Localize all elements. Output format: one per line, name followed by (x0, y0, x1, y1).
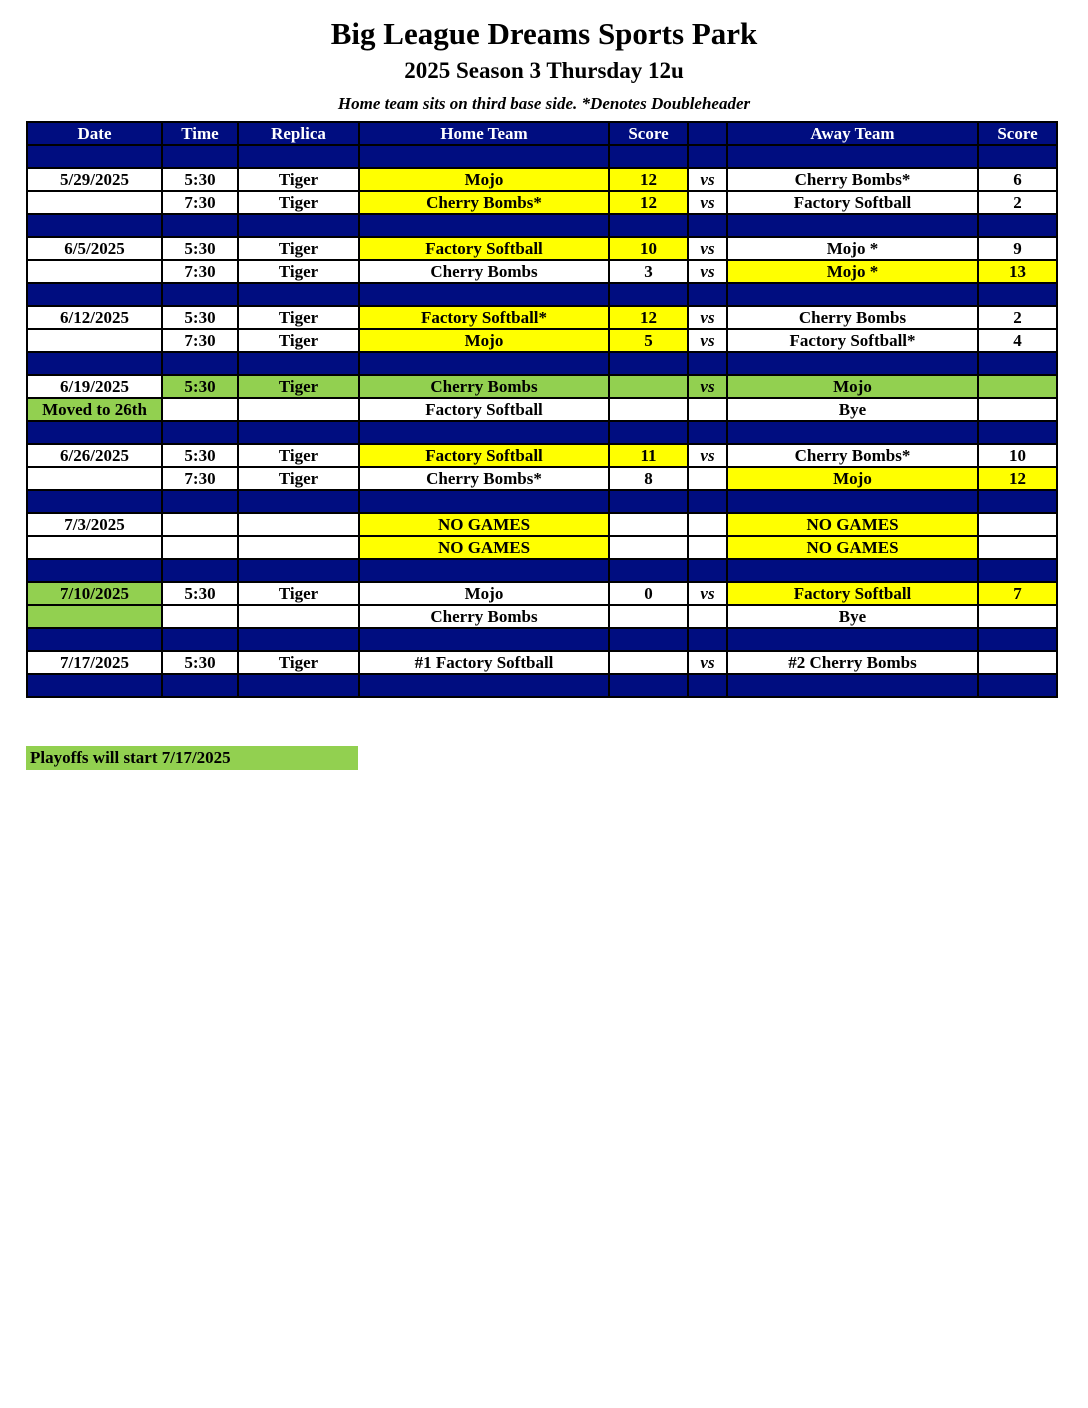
separator-cell (609, 283, 688, 306)
game-row (27, 260, 1057, 283)
home-team-cell: Factory Softball (359, 444, 609, 467)
replica-cell: Tiger (238, 582, 359, 605)
schedule-table (26, 121, 1058, 698)
separator-cell (359, 559, 609, 582)
vs-cell: vs (688, 582, 727, 605)
separator-cell (359, 490, 609, 513)
away-team-cell: Mojo * (727, 237, 978, 260)
vs-cell: vs (688, 191, 727, 214)
away-team-cell: Factory Softball (727, 582, 978, 605)
header-date: Date (27, 122, 162, 145)
home-team-cell: Cherry Bombs* (359, 467, 609, 490)
separator-row (27, 283, 1057, 306)
page-note: Home team sits on third base side. *Denotes Doubleheader (337, 94, 751, 113)
home-team-cell: Factory Softball (359, 398, 609, 421)
separator-cell (238, 283, 359, 306)
replica-cell (238, 536, 359, 559)
home-team-cell: NO GAMES (359, 513, 609, 536)
separator-cell (162, 559, 238, 582)
home-score-cell: 8 (609, 467, 688, 490)
away-score-cell: 4 (978, 329, 1057, 352)
date-cell (27, 329, 162, 352)
replica-cell: Tiger (238, 260, 359, 283)
separator-cell (27, 145, 162, 168)
separator-cell (727, 628, 978, 651)
separator-cell (162, 421, 238, 444)
separator-cell (609, 352, 688, 375)
separator-cell (978, 559, 1057, 582)
game-row (27, 306, 1057, 329)
page-title: Big League Dreams Sports Park (330, 16, 758, 51)
home-team-cell: Mojo (359, 582, 609, 605)
separator-cell (27, 214, 162, 237)
away-score-cell: 9 (978, 237, 1057, 260)
replica-cell: Tiger (238, 191, 359, 214)
home-team-cell: Cherry Bombs* (359, 191, 609, 214)
date-cell (27, 605, 162, 628)
separator-cell (162, 490, 238, 513)
date-cell (27, 467, 162, 490)
game-row (27, 467, 1057, 490)
separator-cell (238, 490, 359, 513)
away-score-cell (978, 513, 1057, 536)
time-cell: 5:30 (162, 582, 238, 605)
away-score-cell (978, 651, 1057, 674)
separator-cell (727, 145, 978, 168)
vs-cell (688, 513, 727, 536)
time-cell: 5:30 (162, 375, 238, 398)
separator-cell (727, 283, 978, 306)
away-team-cell: Cherry Bombs* (727, 444, 978, 467)
home-team-cell: Factory Softball* (359, 306, 609, 329)
separator-cell (609, 490, 688, 513)
time-cell: 5:30 (162, 306, 238, 329)
separator-cell (359, 674, 609, 697)
separator-row (27, 674, 1057, 697)
vs-cell: vs (688, 651, 727, 674)
home-score-cell (609, 513, 688, 536)
separator-cell (978, 490, 1057, 513)
away-score-cell: 2 (978, 191, 1057, 214)
header-away-score: Score (978, 122, 1057, 145)
vs-cell: vs (688, 306, 727, 329)
separator-cell (727, 214, 978, 237)
separator-cell (162, 214, 238, 237)
home-score-cell (609, 375, 688, 398)
separator-cell (609, 674, 688, 697)
separator-cell (238, 421, 359, 444)
separator-cell (727, 559, 978, 582)
separator-cell (727, 674, 978, 697)
separator-cell (359, 214, 609, 237)
separator-cell (688, 559, 727, 582)
header-home-score: Score (609, 122, 688, 145)
replica-cell (238, 605, 359, 628)
vs-cell (688, 467, 727, 490)
home-score-cell: 0 (609, 582, 688, 605)
replica-cell: Tiger (238, 237, 359, 260)
separator-cell (238, 674, 359, 697)
away-score-cell: 7 (978, 582, 1057, 605)
home-score-cell (609, 651, 688, 674)
vs-cell: vs (688, 329, 727, 352)
replica-cell: Tiger (238, 444, 359, 467)
separator-cell (162, 674, 238, 697)
date-cell: 7/17/2025 (27, 651, 162, 674)
away-team-cell: Mojo (727, 375, 978, 398)
time-cell: 5:30 (162, 237, 238, 260)
separator-cell (609, 628, 688, 651)
separator-cell (978, 421, 1057, 444)
time-cell: 7:30 (162, 260, 238, 283)
separator-row (27, 490, 1057, 513)
away-team-cell: Bye (727, 605, 978, 628)
separator-cell (688, 421, 727, 444)
replica-cell (238, 513, 359, 536)
separator-cell (238, 145, 359, 168)
separator-row (27, 214, 1057, 237)
date-cell: 6/19/2025 (27, 375, 162, 398)
home-score-cell: 5 (609, 329, 688, 352)
vs-cell: vs (688, 260, 727, 283)
separator-cell (359, 628, 609, 651)
date-cell: Moved to 26th (27, 398, 162, 421)
separator-cell (238, 559, 359, 582)
separator-cell (27, 674, 162, 697)
game-row (27, 513, 1057, 536)
separator-row (27, 559, 1057, 582)
replica-cell: Tiger (238, 306, 359, 329)
away-team-cell: Cherry Bombs (727, 306, 978, 329)
vs-cell: vs (688, 375, 727, 398)
away-score-cell: 2 (978, 306, 1057, 329)
separator-cell (727, 490, 978, 513)
home-score-cell: 12 (609, 191, 688, 214)
date-cell (27, 260, 162, 283)
separator-cell (238, 352, 359, 375)
game-row (27, 605, 1057, 628)
separator-cell (27, 490, 162, 513)
replica-cell: Tiger (238, 329, 359, 352)
away-score-cell: 12 (978, 467, 1057, 490)
game-row (27, 191, 1057, 214)
away-score-cell: 6 (978, 168, 1057, 191)
vs-cell: vs (688, 237, 727, 260)
playoffs-note: Playoffs will start 7/17/2025 (26, 746, 358, 770)
separator-cell (238, 214, 359, 237)
home-score-cell: 12 (609, 168, 688, 191)
vs-cell: vs (688, 168, 727, 191)
game-row (27, 582, 1057, 605)
separator-cell (688, 352, 727, 375)
replica-cell: Tiger (238, 651, 359, 674)
separator-row (27, 421, 1057, 444)
separator-cell (978, 214, 1057, 237)
replica-cell (238, 398, 359, 421)
separator-cell (359, 145, 609, 168)
away-team-cell: #2 Cherry Bombs (727, 651, 978, 674)
game-row (27, 651, 1057, 674)
home-team-cell: Cherry Bombs (359, 260, 609, 283)
separator-cell (688, 674, 727, 697)
game-row (27, 398, 1057, 421)
away-score-cell (978, 398, 1057, 421)
separator-cell (359, 421, 609, 444)
away-score-cell (978, 375, 1057, 398)
date-cell: 6/5/2025 (27, 237, 162, 260)
away-score-cell: 13 (978, 260, 1057, 283)
time-cell: 7:30 (162, 467, 238, 490)
time-cell: 5:30 (162, 444, 238, 467)
separator-cell (609, 145, 688, 168)
separator-cell (359, 352, 609, 375)
separator-cell (727, 421, 978, 444)
away-team-cell: Bye (727, 398, 978, 421)
home-score-cell: 12 (609, 306, 688, 329)
replica-cell: Tiger (238, 168, 359, 191)
separator-cell (162, 283, 238, 306)
page-subtitle: 2025 Season 3 Thursday 12u (404, 58, 684, 83)
away-score-cell (978, 536, 1057, 559)
separator-cell (27, 283, 162, 306)
game-row (27, 444, 1057, 467)
away-score-cell: 10 (978, 444, 1057, 467)
home-team-cell: Cherry Bombs (359, 375, 609, 398)
time-cell (162, 536, 238, 559)
date-cell: 6/26/2025 (27, 444, 162, 467)
vs-cell (688, 536, 727, 559)
header-home-team: Home Team (359, 122, 609, 145)
separator-row (27, 352, 1057, 375)
home-score-cell: 3 (609, 260, 688, 283)
vs-cell: vs (688, 444, 727, 467)
separator-row (27, 628, 1057, 651)
separator-row (27, 145, 1057, 168)
time-cell: 7:30 (162, 329, 238, 352)
time-cell (162, 398, 238, 421)
header-vs (688, 122, 727, 145)
date-cell: 6/12/2025 (27, 306, 162, 329)
date-cell (27, 191, 162, 214)
game-row (27, 536, 1057, 559)
time-cell: 5:30 (162, 168, 238, 191)
separator-cell (609, 421, 688, 444)
away-team-cell: NO GAMES (727, 536, 978, 559)
away-team-cell: NO GAMES (727, 513, 978, 536)
header-replica: Replica (238, 122, 359, 145)
away-team-cell: Mojo * (727, 260, 978, 283)
separator-cell (978, 352, 1057, 375)
separator-cell (688, 145, 727, 168)
schedule-body (27, 145, 1057, 697)
separator-cell (688, 490, 727, 513)
separator-cell (609, 214, 688, 237)
separator-cell (978, 674, 1057, 697)
date-cell (27, 536, 162, 559)
separator-cell (162, 352, 238, 375)
home-score-cell (609, 605, 688, 628)
home-score-cell (609, 536, 688, 559)
separator-cell (688, 628, 727, 651)
away-team-cell: Factory Softball (727, 191, 978, 214)
header-away-team: Away Team (727, 122, 978, 145)
separator-cell (359, 283, 609, 306)
home-score-cell: 11 (609, 444, 688, 467)
home-team-cell: Mojo (359, 168, 609, 191)
vs-cell (688, 605, 727, 628)
separator-cell (727, 352, 978, 375)
header-time: Time (162, 122, 238, 145)
replica-cell: Tiger (238, 467, 359, 490)
game-row (27, 329, 1057, 352)
separator-cell (27, 421, 162, 444)
home-score-cell (609, 398, 688, 421)
time-cell: 5:30 (162, 651, 238, 674)
separator-cell (978, 628, 1057, 651)
separator-cell (688, 283, 727, 306)
home-team-cell: Cherry Bombs (359, 605, 609, 628)
game-row (27, 375, 1057, 398)
separator-cell (978, 283, 1057, 306)
separator-cell (688, 214, 727, 237)
separator-cell (162, 628, 238, 651)
away-score-cell (978, 605, 1057, 628)
game-row (27, 237, 1057, 260)
separator-cell (27, 628, 162, 651)
separator-cell (978, 145, 1057, 168)
time-cell: 7:30 (162, 191, 238, 214)
home-team-cell: Factory Softball (359, 237, 609, 260)
home-score-cell: 10 (609, 237, 688, 260)
date-cell: 5/29/2025 (27, 168, 162, 191)
replica-cell: Tiger (238, 375, 359, 398)
date-cell: 7/10/2025 (27, 582, 162, 605)
away-team-cell: Mojo (727, 467, 978, 490)
date-cell: 7/3/2025 (27, 513, 162, 536)
away-team-cell: Cherry Bombs* (727, 168, 978, 191)
separator-cell (609, 559, 688, 582)
home-team-cell: #1 Factory Softball (359, 651, 609, 674)
game-row (27, 168, 1057, 191)
time-cell (162, 513, 238, 536)
time-cell (162, 605, 238, 628)
home-team-cell: Mojo (359, 329, 609, 352)
home-team-cell: NO GAMES (359, 536, 609, 559)
separator-cell (27, 559, 162, 582)
separator-cell (238, 628, 359, 651)
table-header-row (27, 122, 1057, 145)
separator-cell (27, 352, 162, 375)
separator-cell (162, 145, 238, 168)
vs-cell (688, 398, 727, 421)
away-team-cell: Factory Softball* (727, 329, 978, 352)
